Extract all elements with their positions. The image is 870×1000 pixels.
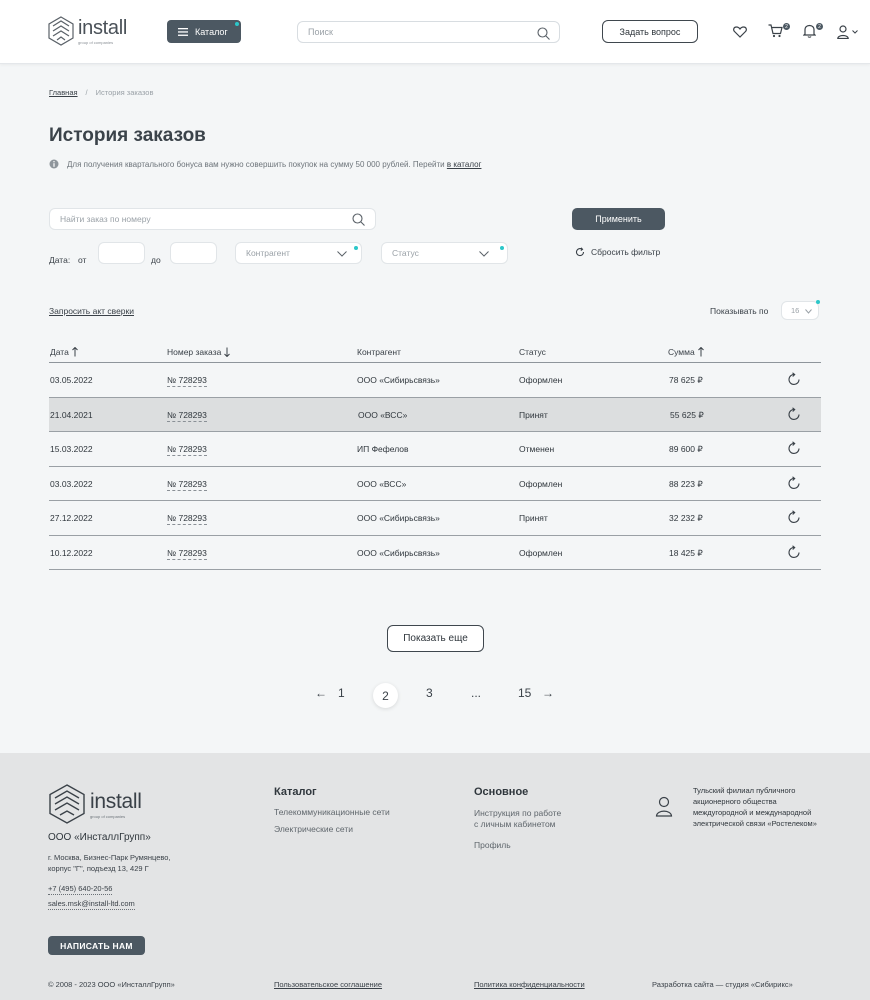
column-header-contractor [357,347,401,357]
contractor-select-value: Контрагент [246,248,290,258]
catalog-link[interactable]: в каталог [446,159,482,169]
order-number-link[interactable]: № 728293 [167,375,207,385]
reset-icon [575,247,585,257]
date-label: Дата: [49,255,71,265]
order-contractor: ООО «Сибирьсвязь» [357,375,440,385]
footer-link-electric[interactable]: Электрические сети [274,824,353,834]
footer-company-name: ООО «ИнсталлГрупп» [48,832,151,843]
order-status: Отменен [519,444,555,454]
cart-icon [768,24,783,38]
show-more-button[interactable]: Показать еще [387,625,484,652]
table-row[interactable] [49,467,821,502]
notifications-button[interactable] [803,23,821,38]
reset-filter-button[interactable] [575,247,660,257]
status-indicator-dot [500,246,504,250]
logo-icon [48,16,74,46]
user-icon [837,25,849,39]
breadcrumb-home-link[interactable]: Главная [49,88,78,97]
date-from-input[interactable] [98,242,145,264]
column-header-number-label: Номер заказа [167,347,222,357]
order-contractor: ИП Фефелов [357,444,409,454]
per-page-select[interactable] [781,301,819,320]
header [0,0,870,64]
order-search-input[interactable] [49,208,376,230]
footer-privacy-link[interactable]: Политика конфиденциальности [474,980,585,989]
footer-link-instructions-line: Инструкция по работе [474,808,562,818]
logo[interactable] [48,16,127,46]
chevron-down-icon [337,251,347,257]
order-number-link[interactable]: № 728293 [167,513,207,523]
order-contractor: ООО «ВСС» [357,478,407,489]
footer-logo-text: install [90,789,142,813]
search-input[interactable] [297,21,560,43]
order-sum: 18 425 ₽ [669,547,703,558]
logo-subtitle: group of companies [78,40,114,45]
table-row[interactable] [49,432,821,467]
table-row[interactable] [49,501,821,536]
search-placeholder: Поиск [308,27,333,37]
order-status: Оформлен [519,375,563,385]
page-current[interactable]: 2 [373,683,398,708]
repeat-order-icon[interactable] [788,545,801,559]
footer-address [48,852,171,874]
order-date: 21.04.2021 [50,409,93,420]
page-title: История заказов [49,125,206,146]
order-number-link[interactable]: № 728293 [167,478,207,489]
column-header-sum-label: Сумма [668,347,695,357]
order-date: 15.03.2022 [50,444,93,454]
order-contractor: ООО «Сибирьсвязь» [357,547,440,558]
page-last-link[interactable]: 15 [518,686,532,700]
column-header-status-label: Статус [519,347,546,357]
orders-table [49,362,821,570]
pagination-ellipsis: ... [471,686,482,700]
order-number-link[interactable]: № 728293 [167,409,207,420]
footer-copyright: © 2008 - 2023 ООО «ИнсталлГрупп» [48,980,175,989]
footer-developer-credit[interactable]: Разработка сайта — студия «Сибирикс» [652,980,793,989]
date-to-input[interactable] [170,242,217,264]
footer-branch-line: междугородной и международной [693,808,812,817]
order-date: 10.12.2022 [50,547,93,558]
breadcrumb [49,88,153,97]
contractor-select[interactable] [235,242,362,264]
profile-menu[interactable] [837,25,858,39]
footer-email-link[interactable]: sales.msk@install-ltd.com [48,899,135,908]
footer-branch-line: Тульский филиал публичного [693,786,796,795]
order-contractor: ООО «Сибирьсвязь» [357,513,440,523]
order-number-link[interactable]: № 728293 [167,547,207,558]
repeat-order-icon[interactable] [788,407,801,421]
page-3-link[interactable]: 3 [426,686,433,700]
order-sum: 55 625 ₽ [670,409,704,420]
reset-filter-label: Сбросить фильтр [591,247,661,257]
repeat-order-icon[interactable] [788,476,801,490]
order-date: 03.05.2022 [50,375,93,385]
order-status: Принят [519,409,548,420]
footer-address-line: корпус "Г", подъезд 13, 429 Г [48,864,149,873]
breadcrumb-current: История заказов [95,88,154,97]
repeat-order-icon[interactable] [788,510,801,524]
date-from-label: от [78,255,87,265]
search-icon[interactable] [537,27,550,40]
order-sum: 78 625 ₽ [669,375,703,385]
sort-down-icon [224,347,230,357]
chevron-down-icon [479,251,489,257]
menu-icon [178,28,188,36]
cart-button[interactable] [768,23,788,38]
footer-link-telecom[interactable]: Телекоммуникационные сети [274,807,390,817]
order-number-link[interactable]: № 728293 [167,444,207,454]
breadcrumb-separator: / [85,88,88,97]
catalog-button[interactable] [167,20,241,43]
status-select[interactable] [381,242,508,264]
chevron-down-icon [852,30,858,34]
page-1-link[interactable]: 1 [338,686,345,700]
cart-count-badge: 2 [783,23,790,30]
logo-icon [48,784,86,824]
chevron-down-icon [805,309,812,314]
order-date: 03.03.2022 [50,478,93,489]
request-reconciliation-link[interactable]: Запросить акт сверки [49,306,134,316]
table-row[interactable] [49,363,821,398]
sort-up-icon [698,347,704,357]
column-header-date[interactable] [50,347,78,357]
footer-logo-subtitle: group of companies [90,813,126,819]
footer-agreement-link[interactable]: Пользовательское соглашение [274,980,383,989]
footer-phone-link[interactable]: +7 (495) 640-20-56 [48,884,113,893]
footer-logo[interactable] [48,784,142,824]
footer-main-title: Основное [474,786,529,798]
apply-filter-button[interactable]: Применить [572,208,665,230]
bonus-info-text: Для получения квартального бонуса вам нужно совершить покупок на сумму 50 000 рублей. Перейти [67,159,445,169]
per-page-value: 16 [791,306,800,315]
contractor-indicator-dot [354,246,358,250]
footer-branch-line: акционерного общества [693,797,777,806]
prev-page-arrow[interactable]: ← [315,686,327,700]
order-sum: 89 600 ₽ [669,444,703,454]
order-contractor: ООО «ВСС» [358,409,408,420]
column-header-number[interactable] [167,347,230,357]
notifications-count-badge: 2 [816,23,823,30]
column-header-date-label: Дата [50,347,69,357]
repeat-order-icon[interactable] [788,372,801,386]
column-header-sum[interactable] [668,347,704,357]
footer-branch-info [693,785,817,829]
footer-link-instructions[interactable] [474,808,561,830]
ask-question-button[interactable]: Задать вопрос [602,20,698,43]
order-status: Оформлен [519,547,563,558]
column-header-status [519,347,546,357]
order-sum: 88 223 ₽ [669,478,703,489]
footer-link-instructions-line: с личным кабинетом [474,819,556,829]
sort-up-icon [72,347,78,357]
logo-text: install [78,17,128,39]
next-page-arrow[interactable]: → [542,686,554,700]
order-date: 27.12.2022 [50,513,93,523]
footer-link-profile[interactable]: Профиль [474,840,511,850]
per-page-indicator-dot [816,300,820,304]
info-icon [49,159,59,169]
table-row[interactable] [49,398,821,433]
catalog-indicator-dot [235,22,239,26]
footer-catalog-title: Каталог [274,786,317,798]
user-icon [655,796,673,817]
table-row[interactable] [49,536,821,571]
order-status: Оформлен [519,478,563,489]
footer-address-line: г. Москва, Бизнес-Парк Румянцево, [48,853,171,862]
catalog-button-label: Каталог [195,26,228,37]
bell-icon [803,24,816,38]
search-icon[interactable] [352,213,365,226]
bonus-info [49,159,481,169]
show-by-label: Показывать по [710,306,769,316]
heart-icon[interactable] [733,26,747,38]
order-search-placeholder: Найти заказ по номеру [60,214,151,224]
order-status: Принят [519,513,548,523]
repeat-order-icon[interactable] [788,441,801,455]
write-us-button[interactable]: НАПИСАТЬ НАМ [48,936,145,955]
order-sum: 32 232 ₽ [669,513,703,523]
column-header-contractor-label: Контрагент [357,347,401,357]
date-to-label: до [151,255,161,265]
status-select-value: Статус [392,248,419,258]
footer-branch-line: электрической связи «Ростелеком» [693,819,817,828]
